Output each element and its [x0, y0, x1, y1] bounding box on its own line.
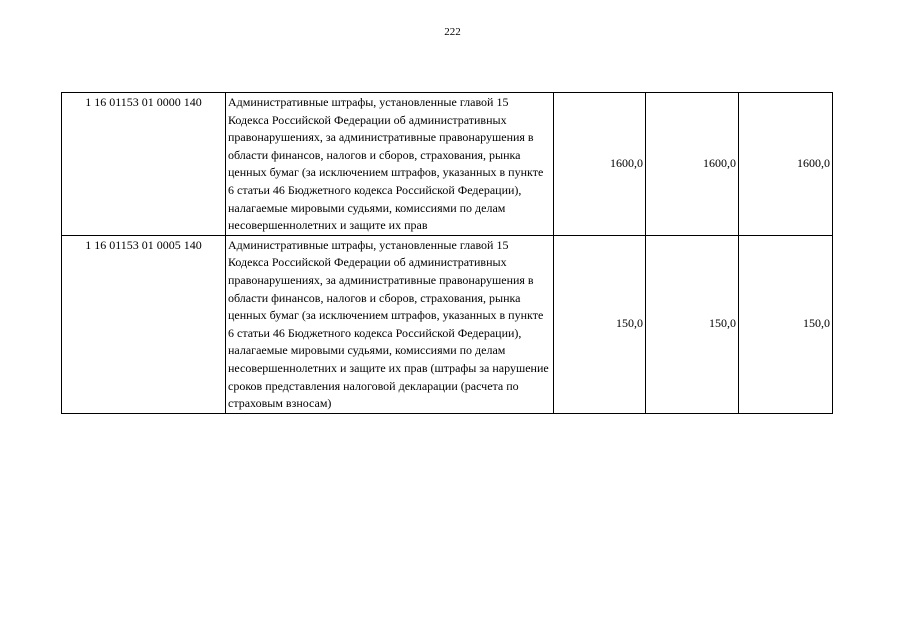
page-number: 222 [444, 26, 461, 38]
value-cell-year-3: 150,0 [739, 235, 833, 413]
budget-code-cell: 1 16 01153 01 0005 140 [62, 235, 226, 413]
value-cell-year-2: 1600,0 [646, 93, 739, 236]
value-cell-year-2: 150,0 [646, 235, 739, 413]
budget-table [61, 92, 833, 414]
table-row [62, 235, 833, 413]
description-cell: Административные штрафы, установленные главой 15 Кодекса Российской Федерации об административных правонарушениях, за административные правонарушения в области финансов, налогов и сборов, страхования, рынка ценных бумаг (за исключением штрафов, указанных в пункте 6 статьи 46 Бюджетного кодекса Российской Федерации), налагаемые мировыми судьями, комиссиями по делам несовершеннолетних и защите их прав (штрафы за нарушение сроков представления налоговой декларации (расчета по страховым взносам) [226, 235, 554, 413]
value-cell-year-3: 1600,0 [739, 93, 833, 236]
value-cell-year-1: 150,0 [554, 235, 646, 413]
value-cell-year-1: 1600,0 [554, 93, 646, 236]
table-row [62, 93, 833, 236]
description-cell: Административные штрафы, установленные главой 15 Кодекса Российской Федерации об административных правонарушениях, за административные правонарушения в области финансов, налогов и сборов, страхования, рынка ценных бумаг (за исключением штрафов, указанных в пункте 6 статьи 46 Бюджетного кодекса Российской Федерации), налагаемые мировыми судьями, комиссиями по делам несовершеннолетних и защите их прав [226, 93, 554, 236]
budget-code-cell: 1 16 01153 01 0000 140 [62, 93, 226, 236]
